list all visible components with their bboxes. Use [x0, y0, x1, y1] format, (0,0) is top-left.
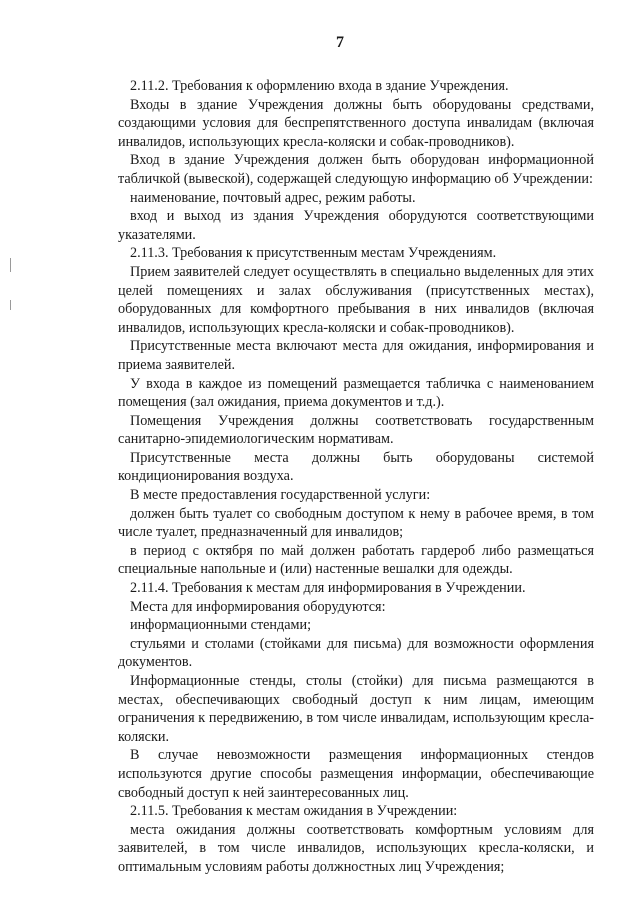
paragraph: Вход в здание Учреждения должен быть оборудован информационной табличкой (вывеской), содержащей следующую информацию об Учреждении: [118, 152, 594, 187]
paragraph: Помещения Учреждения должны соответствовать государственным санитарно-эпидемиологическим нормативам. [118, 412, 594, 448]
paragraph: Места для информирования оборудуются: [130, 598, 386, 615]
paragraph: Входы в здание Учреждения должны быть оборудованы средствами, создающими условия для беспрепятственного доступа инвалидам (включая инвалидов, использующих кресла-коляски и собак-проводников). [118, 96, 594, 150]
paragraph: У входа в каждое из помещений размещается табличка с наименованием помещения (зал ожидания, приема документов и т.д.). [118, 375, 594, 411]
paragraph: В случае невозможности размещения информационных стендов используются другие способы размещения информации, обеспечивающие свободный доступ к ней заинтересованных лиц. [118, 747, 594, 801]
section-heading: 2.11.4. Требования к местам для информирования в Учреждении. [130, 580, 526, 597]
paragraph: Прием заявителей следует осуществлять в специально выделенных для этих целей помещениях и залах обслуживания (присутственных местах), оборудованных для комфортного пребывания в них инвалидов (включая инвалидов, использующих кресла-коляски и собак-проводников). [118, 263, 594, 336]
paragraph: Информационные стенды, столы (стойки) для письма размещаются в местах, обеспечивающих свободный доступ к ним лицам, имеющим ограничения к передвижению, в том числе инвалидам, использующим кресла-коляски. [118, 673, 594, 745]
paragraph: места ожидания должны соответствовать комфортным условиям для заявителей, в том числе инвалидов, использующих кресла-коляски, и оптимальным условиям работы должностных лиц Учреждения; [118, 821, 594, 875]
paragraph: вход и выход из здания Учреждения оборудуются соответствующими указателями. [118, 208, 594, 243]
paragraph: в период с октября по май должен работать гардероб либо размещаться специальные напольные и (или) настенные вешалки для одежды. [118, 542, 594, 578]
document-body [118, 77, 594, 877]
scan-edge-mark [10, 300, 11, 310]
paragraph: Присутственные места должны быть оборудованы системой кондиционирования воздуха. [118, 449, 594, 485]
section-heading: 2.11.2. Требования к оформлению входа в здание Учреждения. [130, 78, 509, 94]
paragraph: В месте предоставления государственной услуги: [130, 487, 431, 504]
paragraph: Присутственные места включают места для ожидания, информирования и приема заявителей. [118, 338, 594, 373]
paragraph: информационными стендами; [130, 617, 312, 634]
section-heading: 2.11.3. Требования к присутственным местам Учреждениям. [130, 245, 497, 262]
paragraph: должен быть туалет со свободным доступом к нему в рабочее время, в том числе туалет, предназначенный для инвалидов; [118, 505, 594, 541]
section-heading: 2.11.5. Требования к местам ожидания в Учреждении: [130, 803, 458, 820]
page-number: 7 [336, 34, 344, 51]
paragraph: стульями и столами (стойками для письма) для возможности оформления документов. [118, 635, 594, 671]
scan-edge-mark [10, 258, 11, 272]
paragraph: наименование, почтовый адрес, режим работы. [130, 189, 416, 206]
